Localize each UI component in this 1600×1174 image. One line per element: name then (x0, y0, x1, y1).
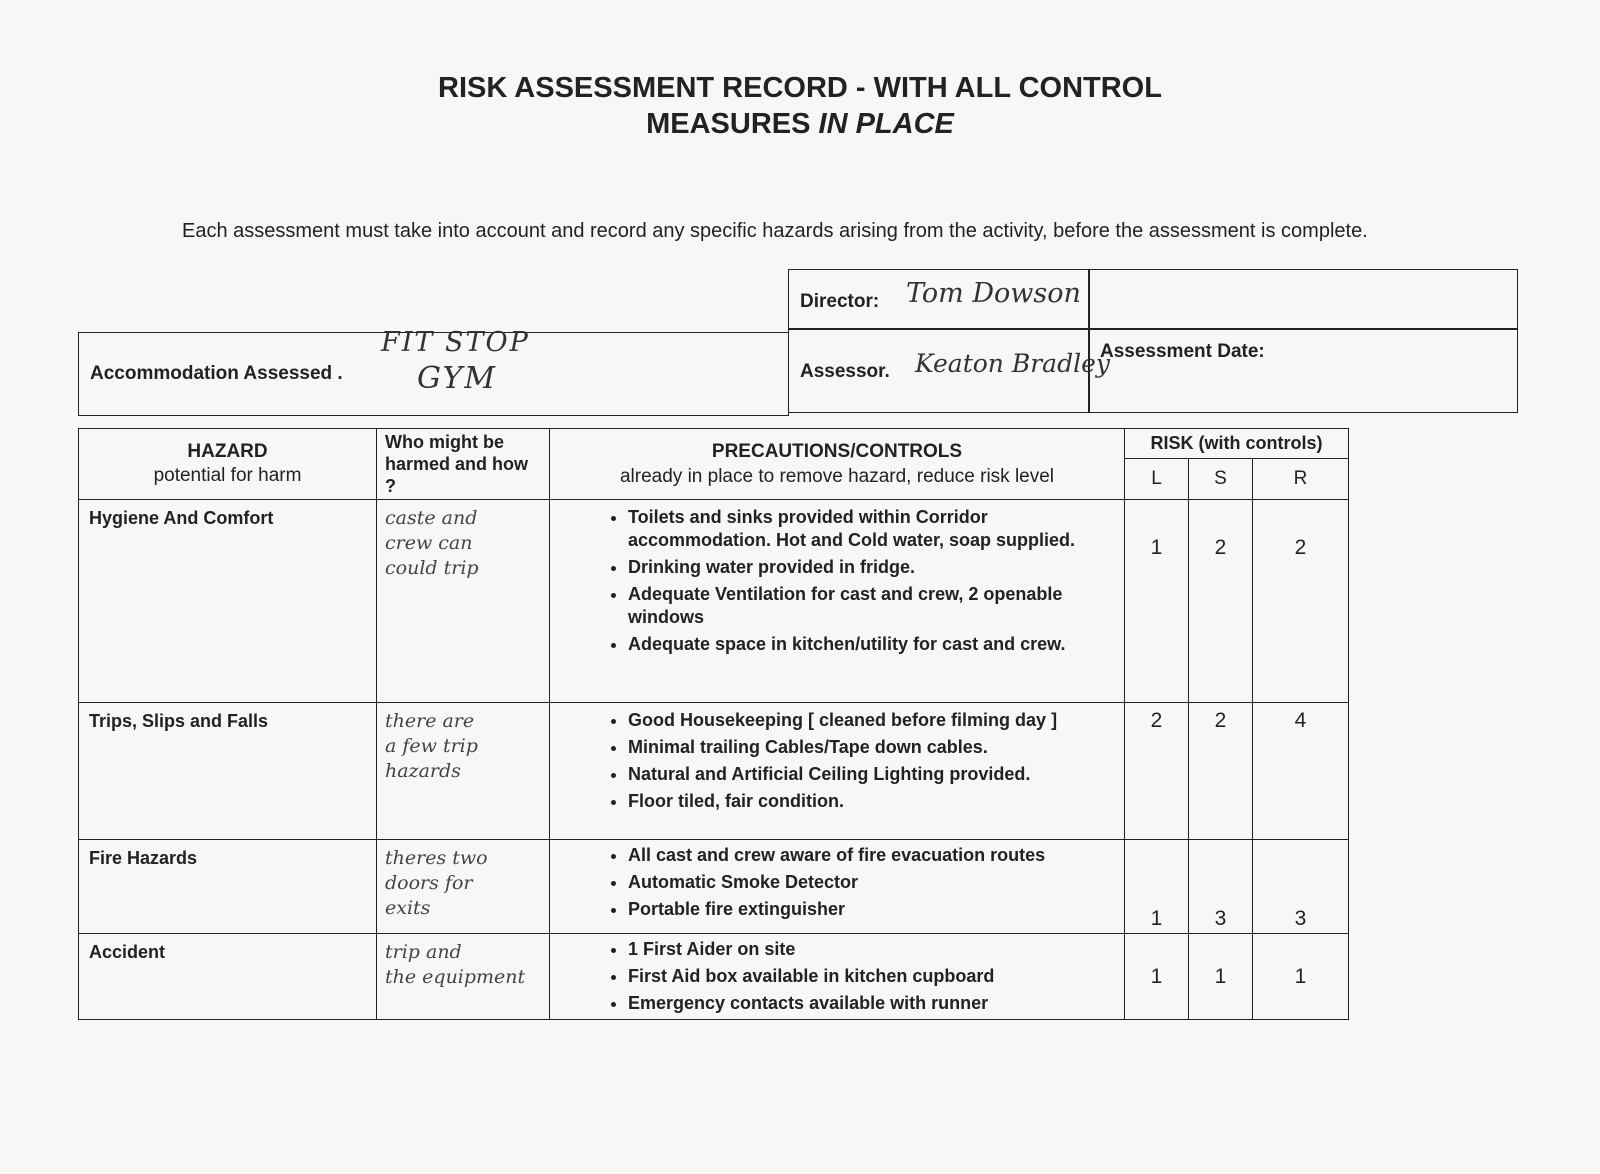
l-header: L (1125, 459, 1189, 500)
hazard-header (79, 429, 377, 500)
risk-l-cell[interactable]: 1 (1125, 840, 1189, 934)
precautions-cell (550, 840, 1125, 934)
risk-s-cell[interactable]: 3 (1189, 840, 1253, 934)
list-item: • Adequate Ventilation for cast and crew, 2 openable windows (628, 583, 1124, 629)
precautions-cell (550, 934, 1125, 1020)
s-header: S (1189, 459, 1253, 500)
who-cell[interactable] (377, 934, 550, 1020)
hazard-header-title: HAZARD (187, 441, 268, 462)
hazard-cell: Fire Hazards (79, 840, 377, 934)
precautions-cell (550, 500, 1125, 703)
director-signature[interactable]: Tom Dowson (906, 278, 1081, 309)
who-handwriting: caste and crew can could trip (385, 507, 479, 579)
risk-r-cell[interactable]: 1 (1253, 934, 1349, 1020)
who-cell[interactable] (377, 703, 550, 840)
hazard-cell: Hygiene And Comfort (79, 500, 377, 703)
risk-header (1125, 429, 1349, 459)
title-line-2 (0, 106, 1600, 142)
who-cell[interactable] (377, 840, 550, 934)
hazard-header-sub: potential for harm (153, 465, 302, 486)
title-line-1: RISK ASSESSMENT RECORD - WITH ALL CONTROL (438, 72, 1162, 104)
risk-s-cell[interactable]: 1 (1189, 934, 1253, 1020)
risk-r-cell[interactable]: 2 (1253, 500, 1349, 703)
list-item: • 1 First Aider on site (628, 938, 1124, 961)
precautions-cell (550, 703, 1125, 840)
risk-l-cell[interactable]: 1 (1125, 500, 1189, 703)
list-item: • Natural and Artificial Ceiling Lighting provided. (628, 763, 1124, 786)
risk-l-cell[interactable]: 1 (1125, 934, 1189, 1020)
assessment-date-box (1088, 328, 1518, 413)
accommodation-value-line1[interactable]: FIT STOP (381, 327, 530, 358)
hazard-cell: Trips, Slips and Falls (79, 703, 377, 840)
precautions-header-title: PRECAUTIONS/CONTROLS (711, 441, 963, 462)
accommodation-box (78, 327, 789, 416)
director-label: Director: (800, 291, 880, 312)
hazard-cell: Accident (79, 934, 377, 1020)
list-item: • Adequate space in kitchen/utility for cast and crew. (628, 633, 1124, 656)
list-item: • Minimal trailing Cables/Tape down cables. (628, 736, 1124, 759)
r-header: R (1253, 459, 1349, 500)
accommodation-label: Accommodation Assessed . (90, 363, 343, 384)
who-handwriting: theres two doors for exits (385, 847, 488, 919)
list-item: • Emergency contacts available with runner (628, 992, 1124, 1015)
assessor-label: Assessor. (800, 361, 890, 382)
risk-r-cell[interactable]: 4 (1253, 703, 1349, 840)
precautions-list (550, 844, 1124, 921)
who-header-text: Who might be harmed and how ? (385, 432, 529, 496)
list-item: • Portable fire extinguisher (628, 898, 1124, 921)
risk-s-cell[interactable]: 2 (1189, 500, 1253, 703)
director-extra-box (1088, 269, 1518, 330)
who-handwriting: there are a few trip hazards (385, 710, 478, 782)
risk-l-cell[interactable]: 2 (1125, 703, 1189, 840)
risk-s-cell[interactable]: 2 (1189, 703, 1253, 840)
director-box (788, 269, 1090, 330)
table-row (79, 934, 1349, 1020)
table-row (79, 840, 1349, 934)
assessment-date-label: Assessment Date: (1100, 341, 1265, 362)
list-item: • Floor tiled, fair condition. (628, 790, 1124, 813)
precautions-header (550, 429, 1125, 500)
list-item: • Automatic Smoke Detector (628, 871, 1124, 894)
risk-header-text: RISK (with controls) (1150, 433, 1323, 454)
list-item: • Toilets and sinks provided within Corridor accommodation. Hot and Cold water, soap supplied. (628, 506, 1124, 552)
who-cell[interactable] (377, 500, 550, 703)
assessor-signature[interactable]: Keaton Bradley (915, 349, 1110, 378)
precautions-list (550, 506, 1124, 656)
risk-table (78, 428, 1349, 1020)
precautions-header-sub: already in place to remove hazard, reduce risk level (619, 466, 1055, 487)
page-title (0, 70, 1600, 142)
intro-text: Each assessment must take into account and record any specific hazards arising from the activity, before the assessment is complete. (182, 220, 1368, 242)
who-handwriting: trip and the equipment (385, 941, 526, 988)
list-item: • First Aid box available in kitchen cupboard (628, 965, 1124, 988)
risk-r-cell[interactable]: 3 (1253, 840, 1349, 934)
list-item: • Good Housekeeping [ cleaned before filming day ] (628, 709, 1124, 732)
list-item: • Drinking water provided in fridge. (628, 556, 1124, 579)
assessor-box (788, 328, 1110, 413)
accommodation-value-line2[interactable]: GYM (417, 361, 497, 396)
title-line-2-italic: IN PLACE (818, 108, 954, 140)
title-line-2-prefix: MEASURES (646, 108, 819, 140)
list-item: • All cast and crew aware of fire evacuation routes (628, 844, 1124, 867)
table-row (79, 703, 1349, 840)
who-header (377, 429, 550, 500)
precautions-list (550, 709, 1124, 813)
table-row (79, 500, 1349, 703)
precautions-list (550, 938, 1124, 1015)
